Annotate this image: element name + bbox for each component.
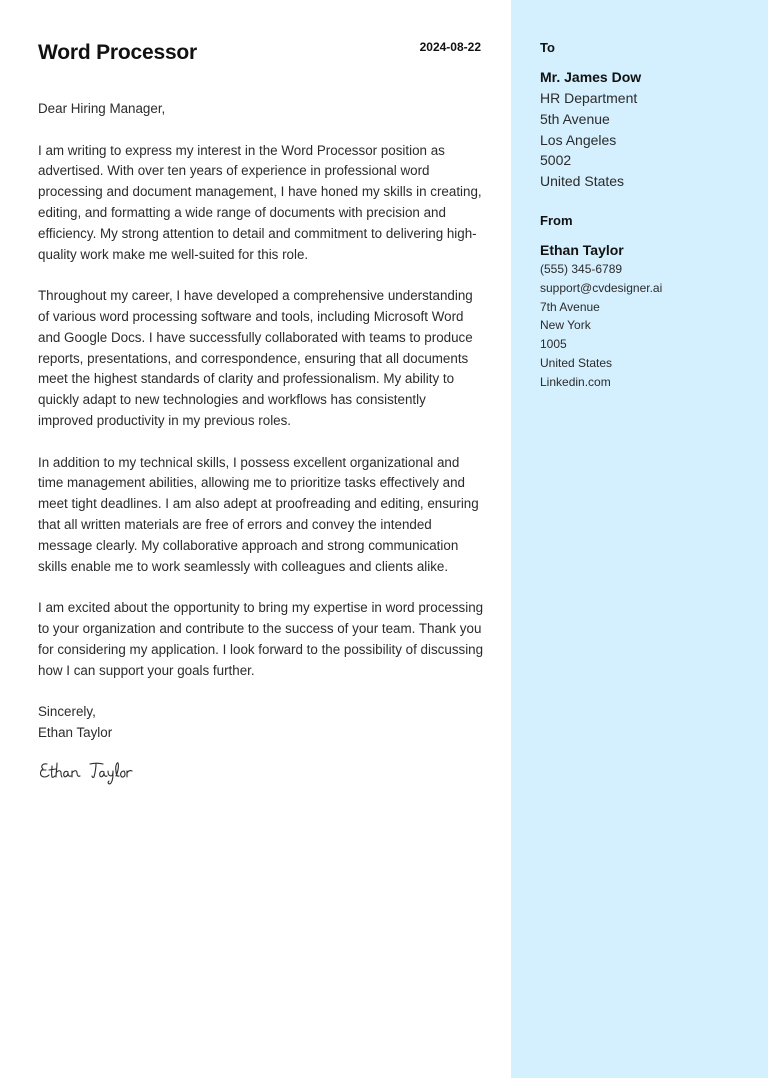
salutation: Dear Hiring Manager, <box>38 101 166 116</box>
recipient-heading: To <box>540 40 555 55</box>
sender-street: 7th Avenue <box>540 299 600 314</box>
sender-linkedin: Linkedin.com <box>540 374 611 389</box>
recipient-street: 5th Avenue <box>540 110 610 127</box>
recipient-country: United States <box>540 173 625 190</box>
closing-name: Ethan Taylor <box>38 724 113 740</box>
handwritten-signature <box>38 756 148 786</box>
sender-heading: From <box>540 213 573 228</box>
closing-block <box>38 702 484 744</box>
document-title: Word Processor <box>38 41 198 64</box>
sender-city: New York <box>540 318 591 333</box>
recipient-address <box>540 88 637 192</box>
sender-postal-code: 1005 <box>540 337 567 352</box>
recipient-postal-code: 5002 <box>540 152 572 169</box>
recipient-department: HR Department <box>540 90 638 106</box>
closing: Sincerely, <box>38 704 96 720</box>
recipient-city: Los Angeles <box>540 131 617 148</box>
letter-paragraph-1: I am writing to express my interest in the Word Processor position as advertised. With over ten years of experience in professional word processing and document management, I have honed my skills in creating, editing, and formatting a wide range of documents with precision and efficiency. My strong attention to detail and commitment to delivering high-quality work make me well-suited for this role. <box>38 142 482 262</box>
sender-contact <box>540 260 662 392</box>
letter-paragraph-3: In addition to my technical skills, I possess excellent organizational and time management abilities, allowing me to prioritize tasks effectively and meet tight deadlines. I am also adept at proofreading and editing, ensuring that all written materials are free of errors and convey the intended message clearly. My collaborative approach and strong communication skills enable me to work seamlessly with colleagues and clients alike. <box>38 454 479 574</box>
letter-paragraph-4: I am excited about the opportunity to bring my expertise in word processing to your organization and contribute to the success of your team. Thank you for considering my application. I look forward to the possibility of discussing how I can support your goals further. <box>38 600 484 678</box>
letter-body <box>38 99 484 744</box>
letter-paragraph-2: Throughout my career, I have developed a comprehensive understanding of various word processing software and tools, including Microsoft Word and Google Docs. I have successfully collaborated with teams to produce reports, presentations, and correspondence, ensuring that all documents meet the highest standards of clarity and professionalism. My ability to quickly adapt to new technologies and workflows has consistently improved productivity in my previous roles. <box>38 288 473 428</box>
sender-name: Ethan Taylor <box>540 242 624 258</box>
recipient-name: Mr. James Dow <box>540 69 642 85</box>
sender-country: United States <box>540 355 613 370</box>
sender-email: support@cvdesigner.ai <box>540 280 663 295</box>
letter-date: 2024-08-22 <box>419 40 481 54</box>
sender-phone: (555) 345-6789 <box>540 262 623 276</box>
